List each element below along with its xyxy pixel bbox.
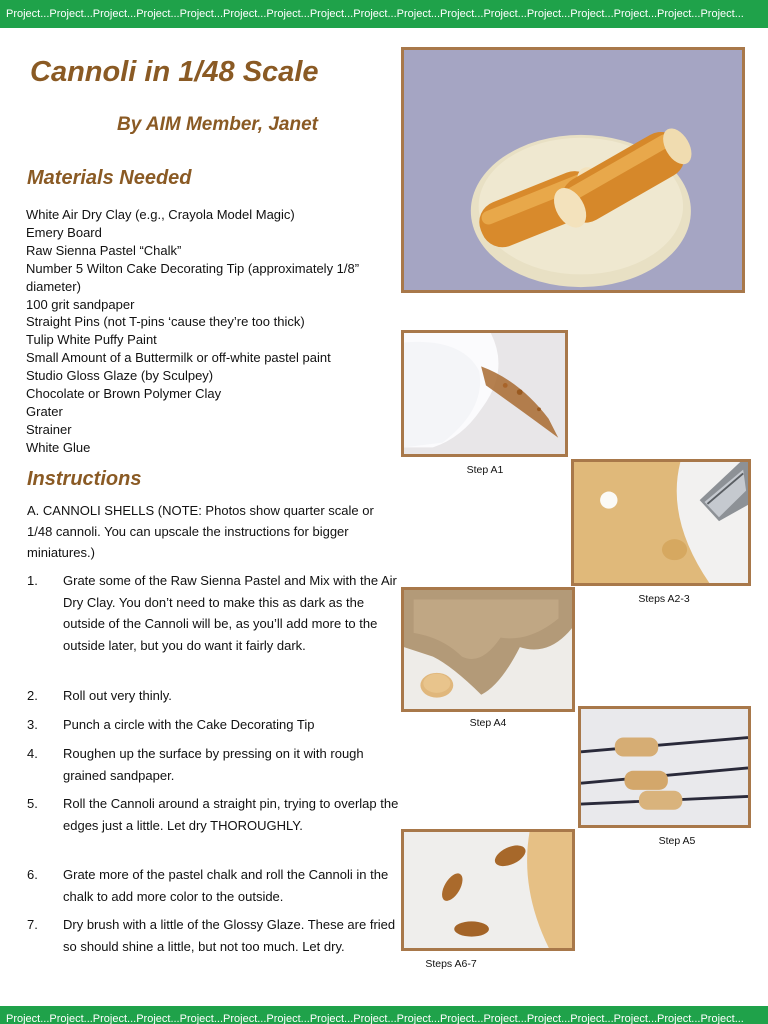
list-item: Strainer	[26, 421, 72, 437]
step-item	[27, 743, 399, 786]
list-item: White Air Dry Clay (e.g., Crayola Model Magic)	[26, 207, 295, 222]
page-title: Cannoli in 1/48 Scale	[30, 56, 319, 88]
list-item: Number 5 Wilton Cake Decorating Tip (approximately 1/8” diameter)	[26, 260, 360, 294]
step-item	[27, 864, 399, 907]
step-a1-photo	[401, 330, 568, 457]
caption-steps-a6-7: Steps A6-7	[425, 958, 477, 970]
step-a4-photo	[401, 587, 575, 712]
step-number: 7.	[27, 917, 38, 932]
top-banner: Project...Project...Project...Project...Project...Project...Project...Project...Project...Project...Project...Project...Project...Project...Project...Project...Project...	[0, 0, 768, 28]
list-item: Chocolate or Brown Polymer Clay	[26, 386, 222, 402]
step-text: Roll out very thinly.	[63, 688, 172, 703]
cannoli-hero-photo	[401, 47, 745, 293]
step-item	[27, 570, 399, 656]
step-number: 1.	[27, 573, 38, 588]
step-number: 6.	[27, 867, 38, 882]
step-text: Punch a circle with the Cake Decorating Tip	[63, 717, 315, 732]
step-number: 5.	[27, 796, 38, 811]
list-item: Studio Gloss Glaze (by Sculpey)	[26, 368, 214, 384]
author-byline: By AIM Member, Janet	[117, 114, 318, 135]
step-item	[27, 793, 399, 836]
bottom-banner: Project...Project...Project...Project...Project...Project...Project...Project...Project...Project...Project...Project...Project...Project...Project...Project...Project...	[0, 1006, 768, 1024]
step-number: 4.	[27, 746, 38, 761]
materials-list	[26, 206, 396, 457]
instructions-intro: A. CANNOLI SHELLS (NOTE: Photos show quarter scale or 1/48 cannoli. You can upscale the instructions for bigger miniatures.)	[27, 503, 374, 560]
step-text: Grate more of the pastel chalk and roll the Cannoli in the chalk to add more color to the outside.	[63, 867, 389, 904]
step-text: Roll the Cannoli around a straight pin, trying to overlap the edges just a little. Let dry THOROUGHLY.	[63, 796, 399, 833]
step-text: Grate some of the Raw Sienna Pastel and Mix with the Air Dry Clay. You don’t need to make this as dark as the outside of the Cannoli will be, as you’ll add more to the outside later, but you do want it fairly dark.	[63, 573, 397, 653]
step-item	[27, 685, 399, 707]
caption-step-a5: Step A5	[658, 835, 696, 847]
step-a2-3-photo	[571, 459, 751, 586]
caption-step-a4: Step A4	[469, 717, 507, 729]
list-item: 100 grit sandpaper	[26, 296, 135, 312]
list-item: Grater	[26, 403, 63, 419]
step-text: Roughen up the surface by pressing on it with rough grained sandpaper.	[63, 746, 364, 783]
list-item: Emery Board	[26, 224, 102, 240]
list-item: Straight Pins (not T-pins ‘cause they’re too thick)	[26, 314, 305, 330]
step-number: 3.	[27, 717, 38, 732]
caption-steps-a2-3: Steps A2-3	[638, 593, 690, 605]
list-item: Small Amount of a Buttermilk or off-white pastel paint	[26, 350, 331, 366]
caption-step-a1: Step A1	[466, 464, 504, 476]
step-a5-photo	[578, 706, 751, 828]
step-item	[27, 714, 399, 736]
materials-heading: Materials Needed	[27, 167, 192, 189]
step-a6-7-photo	[401, 829, 575, 951]
list-item: White Glue	[26, 439, 91, 455]
step-number: 2.	[27, 688, 38, 703]
step-item	[27, 914, 399, 957]
instructions-heading: Instructions	[27, 468, 142, 490]
list-item: Raw Sienna Pastel “Chalk”	[26, 242, 182, 258]
step-text: Dry brush with a little of the Glossy Glaze. These are fried so should shine a little, but not too much. Let dry.	[63, 917, 396, 954]
list-item: Tulip White Puffy Paint	[26, 332, 157, 348]
